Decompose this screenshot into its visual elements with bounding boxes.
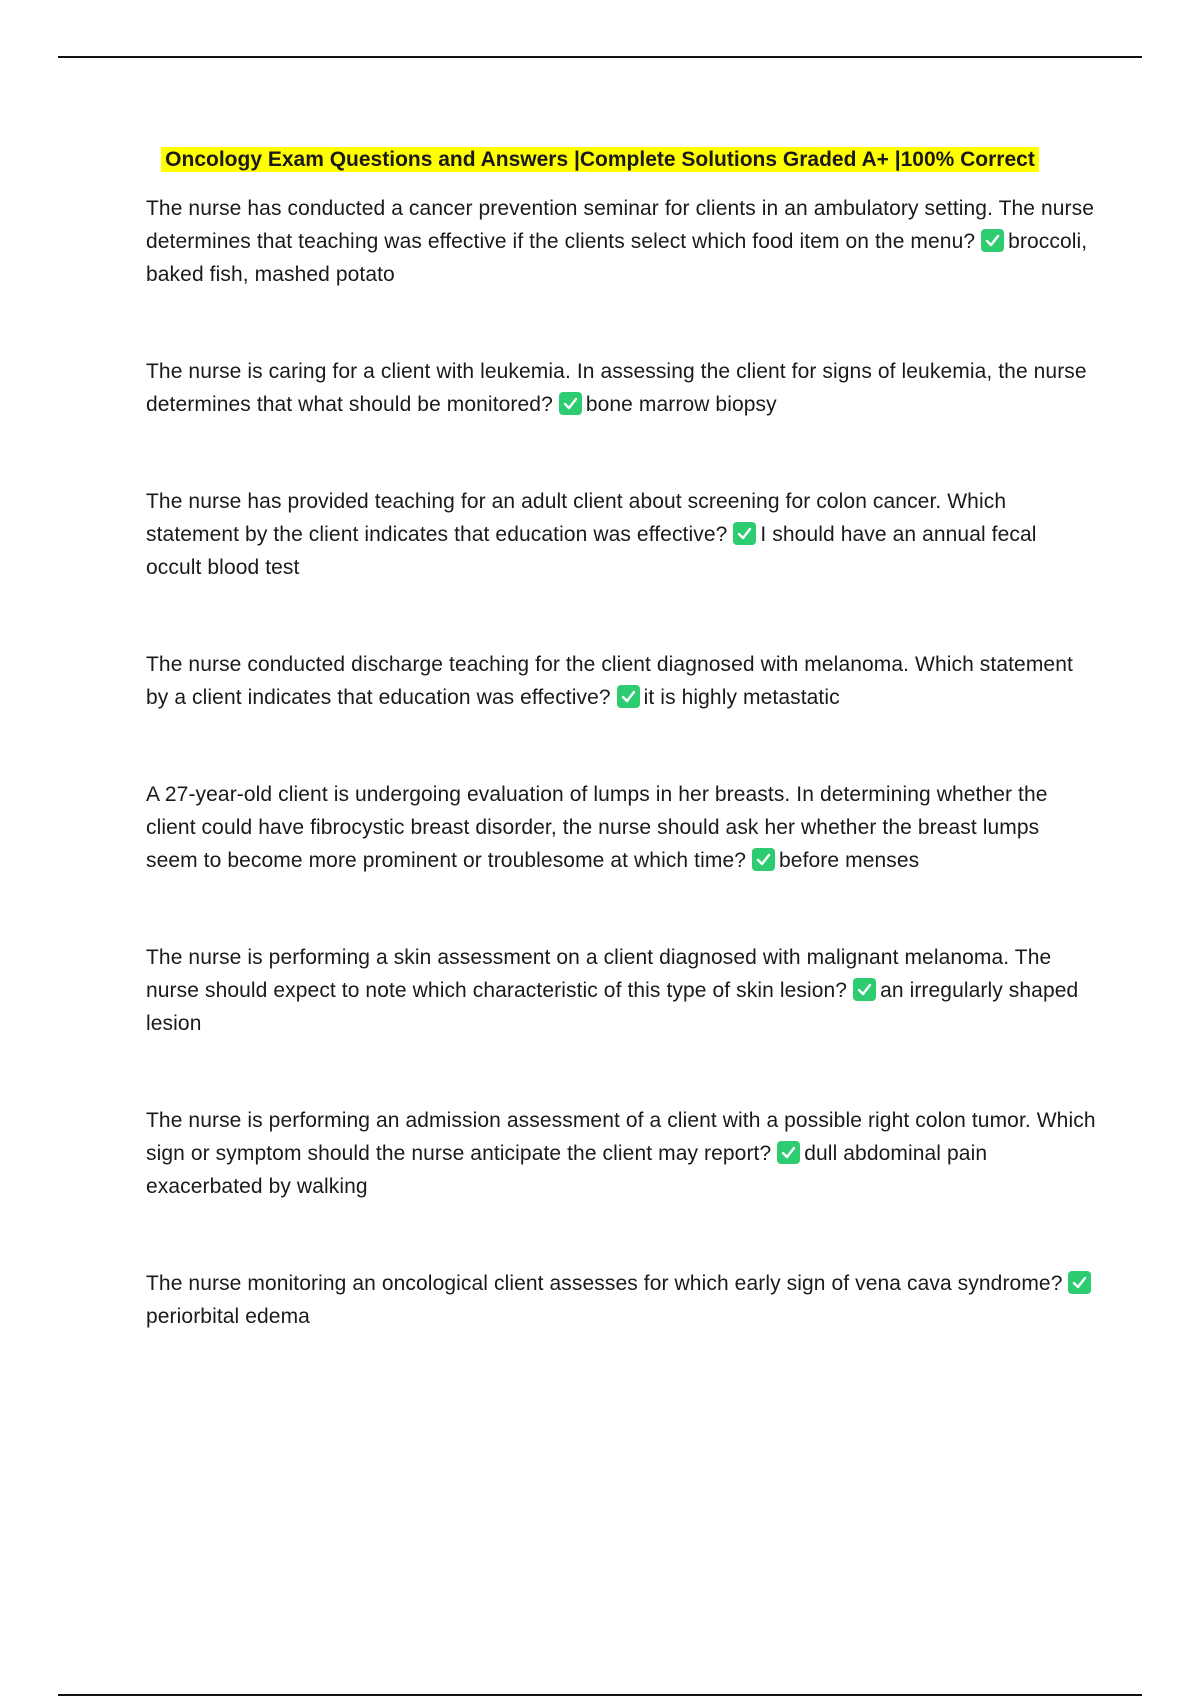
- qa-item-4: [146, 648, 1096, 714]
- answer-text: periorbital edema: [146, 1305, 310, 1328]
- question-text: A 27-year-old client is undergoing evaluation of lumps in her breasts. In determining whether the client could have fibrocystic breast disorder, the nurse should ask her whether the breast lumps seem to become more prominent or troublesome at which time?: [146, 783, 1048, 872]
- qa-item-1: [146, 192, 1096, 291]
- title-highlight: Oncology Exam Questions and Answers |Complete Solutions Graded A+ |100% Correct: [161, 147, 1039, 172]
- check-mark-icon: [777, 1141, 800, 1164]
- qa-list: [146, 192, 1096, 1333]
- check-mark-icon: [1068, 1271, 1091, 1294]
- qa-item-8: [146, 1267, 1096, 1333]
- answer-text: before menses: [779, 849, 920, 872]
- header-rule: [58, 56, 1142, 58]
- qa-item-3: [146, 485, 1096, 584]
- answer-text: dull abdominal pain exacerbated by walking: [146, 1142, 988, 1198]
- qa-item-7: [146, 1104, 1096, 1203]
- check-mark-icon: [981, 229, 1004, 252]
- check-mark-icon: [617, 685, 640, 708]
- answer-text: bone marrow biopsy: [585, 393, 777, 416]
- question-text: The nurse is performing a skin assessment on a client diagnosed with malignant melanoma. The nurse should expect to note which characteristic of this type of skin lesion?: [146, 946, 1052, 1002]
- answer-text: I should have an annual fecal occult blood test: [146, 523, 1037, 579]
- check-mark-icon: [853, 978, 876, 1001]
- question-text: The nurse has conducted a cancer prevention seminar for clients in an ambulatory setting. The nurse determines that teaching was effective if the clients select which food item on the menu?: [146, 197, 1095, 253]
- question-text: The nurse monitoring an oncological client assesses for which early sign of vena cava syndrome?: [146, 1272, 1063, 1295]
- document-title: [0, 146, 1200, 174]
- check-mark-icon: [559, 392, 582, 415]
- question-text: The nurse is performing an admission assessment of a client with a possible right colon tumor. Which sign or symptom should the nurse anticipate the client may report?: [146, 1109, 1096, 1165]
- question-text: The nurse has provided teaching for an adult client about screening for colon cancer. Which statement by the client indicates that education was effective?: [146, 490, 1007, 546]
- check-mark-icon: [733, 522, 756, 545]
- footer-rule: [58, 1694, 1142, 1696]
- answer-text: it is highly metastatic: [643, 686, 840, 709]
- qa-item-2: [146, 355, 1096, 421]
- answer-text: broccoli, baked fish, mashed potato: [146, 230, 1088, 286]
- question-text: The nurse conducted discharge teaching for the client diagnosed with melanoma. Which statement by a client indicates that education was effective?: [146, 653, 1073, 709]
- qa-item-6: [146, 941, 1096, 1040]
- answer-text: an irregularly shaped lesion: [146, 979, 1079, 1035]
- qa-item-5: [146, 778, 1096, 877]
- check-mark-icon: [752, 848, 775, 871]
- question-text: The nurse is caring for a client with leukemia. In assessing the client for signs of leukemia, the nurse determines that what should be monitored?: [146, 360, 1087, 416]
